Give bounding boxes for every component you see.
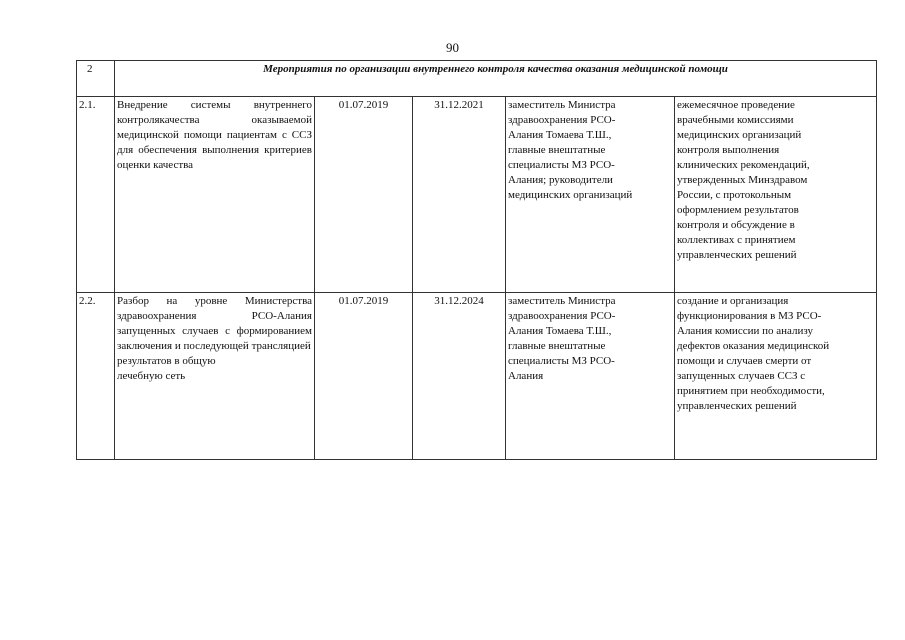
row-number: 2.2. <box>77 293 115 460</box>
section-number: 2 <box>77 61 115 97</box>
end-date: 31.12.2021 <box>413 97 506 293</box>
responsible-line: главные внештатные <box>508 340 606 352</box>
start-date: 01.07.2019 <box>315 97 413 293</box>
responsible-line: специалисты МЗ РСО- <box>508 159 615 171</box>
result-cell <box>675 293 877 460</box>
result-line: помощи и случаев смерти от <box>677 355 812 367</box>
section-title: Мероприятия по организации внутреннего контроля качества оказания медицинской помощи <box>115 61 877 97</box>
responsible-line: Алания Томаева Т.Ш., <box>508 129 612 141</box>
result-line: запущенных случаев ССЗ с <box>677 370 806 382</box>
result-line: принятием при необходимости, <box>677 385 825 397</box>
result-line: контроля и обсуждение в <box>677 219 795 231</box>
result-line: Алания комиссии по анализу <box>677 325 813 337</box>
result-line: управленческих решений <box>677 249 797 261</box>
measure-cell <box>115 293 315 460</box>
responsible-line: Алания <box>508 370 544 382</box>
result-line: создание и организация <box>677 295 789 307</box>
responsible-line: главные внештатные <box>508 144 606 156</box>
result-line: врачебными комиссиями <box>677 114 794 126</box>
result-line: клинических рекомендаций, <box>677 159 810 171</box>
result-cell <box>675 97 877 293</box>
responsible-line: Алания Томаева Т.Ш., <box>508 325 612 337</box>
result-line: дефектов оказания медицинской <box>677 340 830 352</box>
result-line: медицинских организаций <box>677 129 802 141</box>
measure-text: Разбор на уровне Министерства здравоохранения РСО-Алания запущенных случаев с формированием заключения и последующей трансляцией <box>117 295 312 352</box>
result-line: контроля выполнения <box>677 144 780 156</box>
result-line: утвержденных Минздравом <box>677 174 808 186</box>
measure-tail-line: лечебную сеть <box>117 370 186 382</box>
row-number: 2.1. <box>77 97 115 293</box>
responsible-cell <box>506 293 675 460</box>
result-line: России, с протокольным <box>677 189 792 201</box>
responsible-line: Алания; руководители <box>508 174 613 186</box>
responsible-line: заместитель Министра <box>508 99 616 111</box>
result-line: коллективах с принятием <box>677 234 796 246</box>
responsible-line: специалисты МЗ РСО- <box>508 355 615 367</box>
responsible-line: медицинских организаций <box>508 189 633 201</box>
responsible-line: здравоохранения РСО- <box>508 114 616 126</box>
result-line: функционирования в МЗ РСО- <box>677 310 822 322</box>
start-date: 01.07.2019 <box>315 293 413 460</box>
end-date: 31.12.2024 <box>413 293 506 460</box>
result-line: ежемесячное проведение <box>677 99 795 111</box>
measure-tail-line: результатов в общую <box>117 355 216 367</box>
responsible-cell <box>506 97 675 293</box>
page-number: 90 <box>446 40 459 55</box>
result-line: управленческих решений <box>677 400 797 412</box>
measures-table <box>76 60 877 460</box>
section-row <box>77 61 877 97</box>
responsible-line: заместитель Министра <box>508 295 616 307</box>
table-row <box>77 293 877 460</box>
table-row <box>77 97 877 293</box>
responsible-line: здравоохранения РСО- <box>508 310 616 322</box>
result-line: оформлением результатов <box>677 204 799 216</box>
measure-cell: Внедрение системы внутреннего контролякачества оказываемой медицинской помощи пациентам с ССЗ для обеспечения выполнения критериев оценки качества <box>115 97 315 293</box>
